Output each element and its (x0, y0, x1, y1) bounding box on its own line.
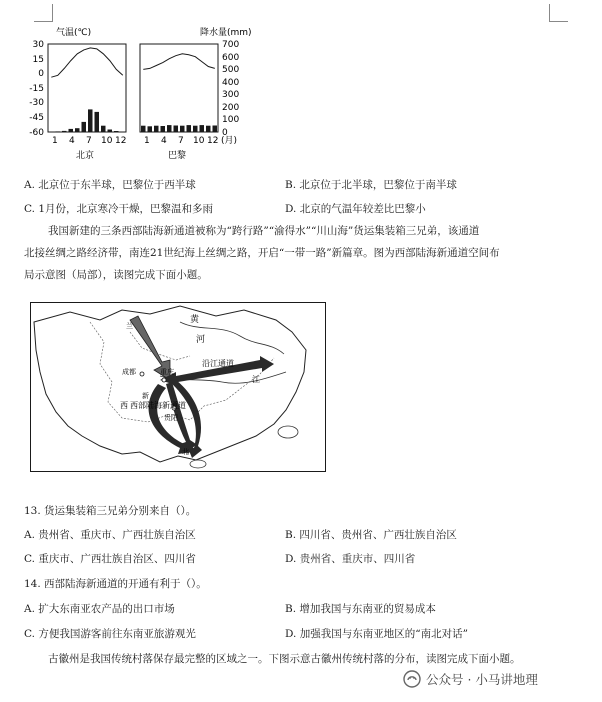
map-label-lan: 兰 (126, 322, 133, 330)
map-label-beibu: 北 (182, 448, 189, 456)
chongqing-dot (162, 378, 166, 382)
q12-option-a: A. 北京位于东半球，巴黎位于西半球 (24, 179, 196, 191)
paris-y-tick: 400 (222, 78, 240, 88)
beijing-y-tick: -15 (29, 84, 44, 94)
paris-precip-bar (180, 126, 185, 132)
climate-charts-figure (0, 0, 300, 165)
map-label-guiyang: 贵阳 (164, 414, 178, 422)
paris-y-tick: 700 (222, 40, 240, 50)
map-label-xi: 西 (120, 401, 128, 410)
paris-precip-bar (213, 126, 218, 133)
beijing-x-tick: 1 (52, 136, 58, 146)
beijing-x-tick: 10 (101, 136, 113, 146)
beijing-plot-frame (48, 44, 126, 132)
crop-mark-right (549, 4, 550, 22)
map-label-chengdu: 成都 (122, 368, 136, 376)
paris-y-tick: 0 (222, 128, 228, 138)
watermark (403, 670, 538, 688)
beijing-y-tick: -45 (29, 113, 44, 123)
paris-x-tick: 4 (161, 136, 167, 146)
paris-chart (140, 26, 252, 161)
q14-stem: 14. 西部陆海新通道的开通有利于（）。 (24, 578, 207, 590)
paris-y-tick: 300 (222, 90, 240, 100)
beijing-y-tick: 30 (32, 40, 44, 50)
wechat-icon (403, 670, 421, 688)
q12-option-b: B. 北京位于北半球，巴黎位于南半球 (285, 179, 457, 191)
map-label-yangtze-channel: 沿江通道 (202, 359, 234, 368)
beijing-temp-axis-title: 气温(℃) (56, 28, 92, 38)
beijing-precip-bar (56, 131, 61, 132)
beijing-precip-bar (75, 128, 80, 132)
beijing-precip-bar (82, 122, 87, 132)
map-label-chongqing: 重庆 (160, 368, 174, 376)
beijing-y-tick: -60 (29, 128, 44, 138)
beijing-temp-curve (51, 48, 123, 77)
map-label-he: 河 (196, 335, 206, 345)
beijing-chart (29, 26, 126, 161)
paris-precip-bar (167, 125, 172, 132)
paris-precip-bar (141, 126, 146, 132)
q13-option-c: C. 重庆市、广西壮族自治区、四川省 (24, 553, 196, 565)
q13-option-d: D. 贵州省、重庆市、四川省 (285, 553, 416, 565)
paris-precip-axis-title: 降水量(mm) (200, 28, 252, 38)
map-label-huang: 黄 (190, 315, 200, 325)
q13-stem: 13. 货运集装箱三兄弟分别来自（）。 (24, 505, 197, 517)
passage-line-3: 局示意图（局部），读图完成下面小题。 (24, 269, 208, 281)
paris-precip-bar (174, 126, 179, 133)
beijing-y-ticks (29, 40, 44, 138)
paris-y-tick: 600 (222, 53, 240, 63)
map-label-xin: 新 (142, 392, 149, 400)
q12-option-d: D. 北京的气温年较差比巴黎小 (285, 203, 426, 215)
beijing-precip-bar (101, 126, 106, 132)
paris-x-tick: 10 (193, 136, 205, 146)
q14-option-d: D. 加强我国与东南亚地区的“南北对话” (285, 628, 468, 640)
paris-precip-bar (154, 126, 159, 132)
q14-option-a: A. 扩大东南亚农产品的出口市场 (24, 603, 175, 615)
beijing-precip-bar (95, 112, 100, 132)
paris-month-unit: (月) (221, 136, 238, 146)
beijing-precip-bar (114, 131, 119, 132)
paris-precip-bar (161, 126, 166, 132)
paris-x-tick: 7 (178, 136, 184, 146)
paris-y-tick: 100 (222, 115, 240, 125)
paris-precip-bar (148, 126, 153, 132)
passage-line-2: 北接丝绸之路经济带，南连21世纪海上丝绸之路，开启“一带一路”新篇章。图为西部陆海新通道空间布 (24, 247, 500, 259)
beijing-city-label: 北京 (76, 151, 95, 161)
beijing-precip-bar (88, 109, 93, 132)
q13-option-b: B. 四川省、贵州省、广西壮族自治区 (285, 529, 457, 541)
beijing-precip-bar (69, 129, 74, 132)
paris-temp-curve (143, 54, 215, 70)
beijing-x-tick: 4 (69, 136, 75, 146)
beijing-precip-bar (62, 131, 67, 132)
paris-precip-bar (206, 126, 211, 132)
q12-option-c: C. 1月份，北京寒冷干燥，巴黎温和多雨 (24, 203, 214, 215)
paris-plot-frame (140, 44, 218, 132)
beijing-precip-bars (49, 109, 125, 132)
paris-precip-bar (193, 126, 198, 132)
paris-y-tick: 500 (222, 65, 240, 75)
beijing-y-tick: 15 (32, 55, 44, 65)
footer-passage: 古徽州是我国传统村落保存最完整的区域之一。下图示意古徽州传统村落的分布，读图完成下面小题。 (48, 653, 521, 665)
paris-precip-bar (200, 125, 205, 132)
passage-line-1: 我国新建的三条西部陆海新通道被称为“跨行路”“渝得水”“川山海”货运集装箱三兄弟，该通道 (48, 225, 480, 237)
q14-option-b: B. 增加我国与东南亚的贸易成本 (285, 603, 436, 615)
map-label-corridor: 西部陆海新通道 (130, 401, 186, 410)
paris-y-tick: 200 (222, 103, 240, 113)
map-label-jiang: 江 (252, 375, 260, 384)
paris-x-tick: 1 (144, 136, 150, 146)
paris-city-label: 巴黎 (168, 151, 187, 161)
beijing-y-tick: -30 (29, 98, 44, 108)
crop-mark-right-h (550, 21, 568, 22)
paris-precip-bars (141, 125, 217, 132)
beijing-y-tick: 0 (38, 69, 44, 79)
paris-x-tick: 12 (207, 136, 219, 146)
q14-option-c: C. 方便我国游客前往东南亚旅游观光 (24, 628, 196, 640)
beijing-precip-bar (108, 130, 113, 133)
beijing-x-tick: 7 (86, 136, 92, 146)
watermark-text: 公众号 · 小马讲地理 (426, 672, 538, 687)
paris-precip-bar (187, 125, 192, 132)
chengdu-dot (140, 372, 144, 376)
beijing-x-tick: 12 (115, 136, 127, 146)
corridor-map (30, 302, 326, 472)
q13-option-a: A. 贵州省、重庆市、广西壮族自治区 (24, 529, 196, 541)
